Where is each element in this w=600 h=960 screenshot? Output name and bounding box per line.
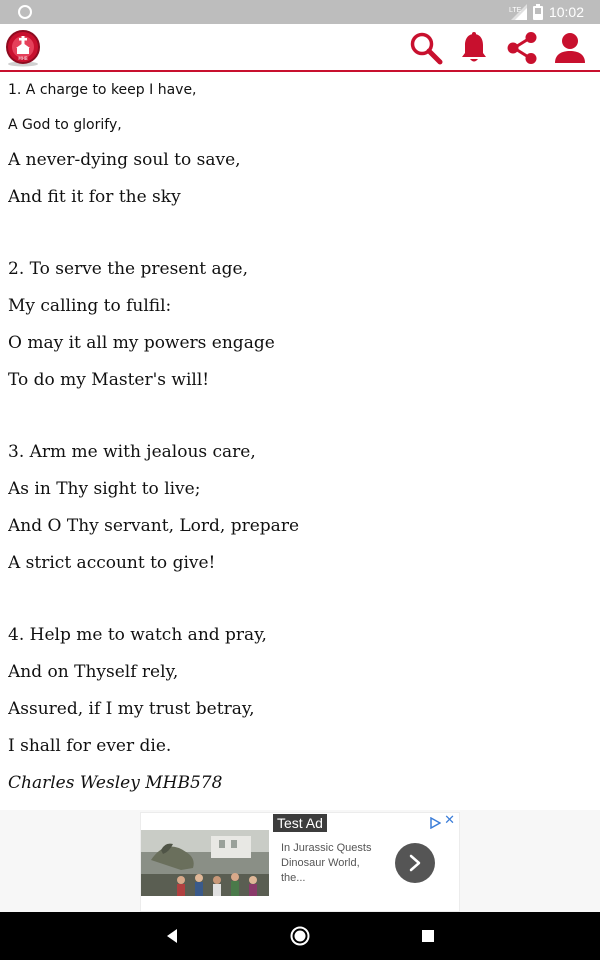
hymn-line: My calling to fulfil: bbox=[8, 296, 172, 316]
profile-button[interactable] bbox=[546, 24, 594, 72]
notifications-button[interactable] bbox=[450, 24, 498, 72]
app-bar bbox=[0, 24, 600, 72]
hymn-line: 4. Help me to watch and pray, bbox=[8, 625, 267, 645]
hymn-line: And on Thyself rely, bbox=[8, 662, 179, 682]
search-icon bbox=[409, 31, 443, 65]
recents-button[interactable] bbox=[416, 924, 440, 948]
ad-text: In Jurassic Quests Dinosaur World, the... bbox=[281, 842, 372, 884]
hymn-content bbox=[8, 72, 592, 810]
share-icon bbox=[505, 31, 539, 65]
hymn-author: Charles Wesley MHB578 bbox=[8, 773, 223, 793]
status-time: 10:02 bbox=[548, 4, 584, 20]
hymn-line: A never-dying soul to save, bbox=[8, 150, 241, 170]
app-actions bbox=[402, 24, 594, 72]
hymn-line: And O Thy servant, Lord, prepare bbox=[8, 516, 300, 536]
ad-dinosaur-image[interactable] bbox=[141, 830, 269, 896]
battery-icon bbox=[533, 4, 543, 20]
hymn-line: And fit it for the sky bbox=[8, 187, 181, 207]
search-button[interactable] bbox=[402, 24, 450, 72]
person-icon bbox=[553, 31, 587, 65]
hymn-line: As in Thy sight to live; bbox=[8, 479, 201, 499]
share-button[interactable] bbox=[498, 24, 546, 72]
svg-text:MHB: MHB bbox=[18, 56, 28, 61]
status-bar bbox=[0, 0, 600, 24]
home-button[interactable] bbox=[288, 924, 312, 948]
chevron-right-icon bbox=[407, 854, 423, 872]
bell-icon bbox=[459, 32, 489, 64]
status-icons bbox=[509, 0, 584, 24]
hymn-line: A God to glorify, bbox=[8, 117, 122, 133]
notification-dot-icon bbox=[18, 5, 32, 19]
svg-text:LTE: LTE bbox=[508, 7, 522, 14]
back-button[interactable] bbox=[160, 924, 184, 948]
ad-go-button[interactable] bbox=[395, 843, 435, 883]
recents-icon bbox=[421, 929, 435, 943]
hymn-line: To do my Master's will! bbox=[8, 370, 210, 390]
system-nav-bar bbox=[0, 912, 600, 960]
ad-close-button[interactable]: ✕ bbox=[444, 813, 455, 828]
hymn-line: O may it all my powers engage bbox=[8, 333, 275, 353]
ad-banner[interactable] bbox=[140, 812, 460, 912]
hymn-line: A strict account to give! bbox=[8, 553, 216, 573]
signal-lte-icon bbox=[509, 4, 527, 20]
ad-area bbox=[0, 810, 600, 912]
hymn-line: I shall for ever die. bbox=[8, 736, 172, 756]
church-logo-icon[interactable] bbox=[4, 29, 42, 67]
adchoices-icon[interactable] bbox=[429, 817, 441, 829]
hymn-line: 2. To serve the present age, bbox=[8, 259, 249, 279]
home-icon bbox=[290, 926, 310, 946]
ad-badge: Test Ad bbox=[273, 814, 327, 832]
hymn-line: 3. Arm me with jealous care, bbox=[8, 442, 256, 462]
back-icon bbox=[165, 928, 179, 944]
hymn-line: 1. A charge to keep I have, bbox=[8, 82, 197, 98]
hymn-line: Assured, if I my trust betray, bbox=[8, 699, 255, 719]
